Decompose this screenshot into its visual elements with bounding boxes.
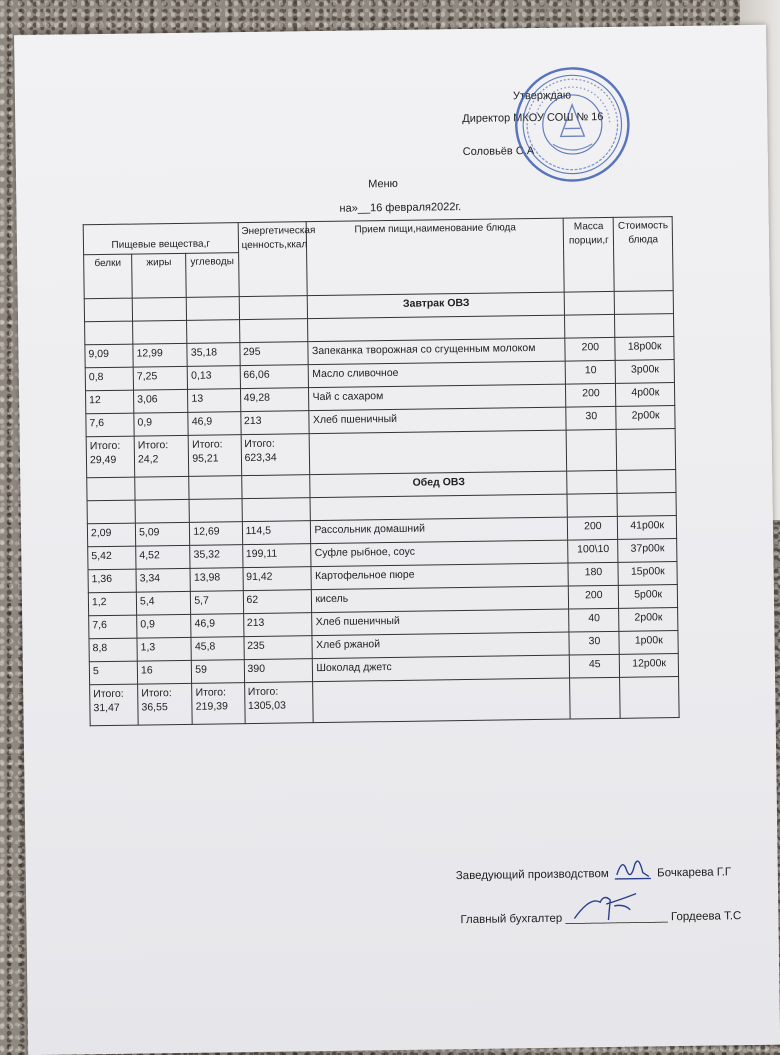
mass-cell: 40 (569, 608, 619, 632)
fat-cell: 4,52 (136, 545, 191, 569)
total-carb: Итого: 219,39 (192, 683, 245, 725)
mass-cell: 200 (569, 585, 619, 609)
total-protein: Итого: 29,49 (86, 436, 135, 478)
breakfast-title: Завтрак ОВЗ (308, 292, 565, 319)
energy-cell: 62 (243, 590, 312, 614)
fat-cell: 5,09 (135, 522, 190, 546)
cost-cell: 15р00к (618, 562, 677, 586)
mass-cell: 10 (565, 360, 615, 384)
carb-cell: 46,9 (188, 412, 241, 436)
cost-cell: 37р00к (618, 539, 677, 563)
menu-table (83, 216, 680, 726)
total-carb: Итого: 95,21 (188, 435, 241, 477)
fat-cell: 7,25 (133, 366, 188, 390)
mass-cell: 200 (568, 516, 618, 540)
mass-cell: 200 (565, 337, 615, 361)
handwritten-signature (570, 890, 640, 925)
mass-cell: 30 (569, 631, 619, 655)
fat-cell: 1,3 (137, 637, 192, 661)
protein-cell: 7,6 (89, 615, 137, 639)
carb-header: углеводы (186, 253, 239, 298)
cost-cell: 12р00к (620, 654, 679, 678)
carb-cell: 13 (188, 389, 241, 413)
total-energy: Итого: 1305,03 (244, 682, 313, 724)
energy-cell: 66,06 (240, 365, 309, 389)
protein-cell: 5,42 (88, 546, 136, 570)
chief-accountant-signature-line (460, 910, 741, 926)
dish-header: Прием пищи,наименование блюда (307, 218, 565, 296)
cost-cell: 41р00к (618, 516, 677, 540)
protein-cell: 12 (86, 390, 134, 414)
carb-cell: 5,7 (191, 591, 244, 615)
dish-name-cell: Чай с сахаром (309, 384, 566, 411)
fat-cell: 12,99 (133, 343, 188, 367)
fat-cell: 0,9 (137, 614, 192, 638)
carb-cell: 35,32 (190, 545, 243, 569)
cost-cell: 3р00к (616, 360, 675, 384)
carb-cell: 59 (192, 660, 245, 684)
menu-date: на»__16 февраля2022г. (339, 201, 462, 215)
energy-cell: 114,5 (242, 521, 311, 545)
dish-name-cell: Картофельное пюре (311, 563, 568, 590)
protein-header: белки (84, 254, 133, 299)
carb-cell: 0,13 (188, 366, 241, 390)
table-header-row (83, 217, 672, 255)
dish-name-cell: кисель (312, 586, 569, 613)
fat-cell: 5,4 (136, 591, 191, 615)
approve-label: Утверждаю (512, 89, 572, 103)
carb-cell: 12,69 (190, 522, 243, 546)
round-seal-stamp (513, 65, 633, 185)
protein-cell: 8,8 (89, 638, 137, 662)
cost-cell: 2р00к (619, 608, 678, 632)
mass-cell: 45 (570, 654, 620, 678)
cost-cell: 5р00к (619, 585, 678, 609)
energy-cell: 213 (243, 613, 312, 637)
menu-title: Меню (368, 177, 398, 191)
dish-name-cell: Рассольник домашний (311, 517, 568, 544)
total-fat: Итого: 36,55 (138, 683, 193, 725)
lunch-title: Обед ОВЗ (310, 471, 567, 498)
carb-cell: 45,8 (191, 637, 244, 661)
energy-cell: 235 (244, 636, 313, 660)
cost-cell: 2р00к (616, 406, 675, 430)
dish-name-cell: Шоколад джетс (313, 655, 570, 682)
total-fat: Итого: 24,2 (134, 435, 189, 477)
director-name: Соловьёв С.А (462, 145, 535, 158)
energy-cell: 49,28 (240, 388, 309, 412)
cost-cell: 4р00к (616, 383, 675, 407)
fat-header: жиры (132, 253, 187, 298)
total-protein: Итого: 31,47 (90, 684, 139, 726)
dish-name-cell: Масло сливочное (309, 361, 566, 388)
protein-cell: 1,2 (88, 592, 136, 616)
mass-cell: 200 (566, 383, 616, 407)
energy-cell: 295 (239, 342, 308, 366)
dish-name-cell: Хлеб пшеничный (309, 407, 566, 434)
protein-cell: 0,8 (85, 367, 133, 391)
dish-name-cell: Суфле рыбное, соус (311, 540, 568, 567)
carb-cell: 46,9 (191, 614, 244, 638)
dish-name-cell: Хлеб пшеничный (312, 609, 569, 636)
production-manager-name: Бочкарева Г.Г (657, 866, 732, 880)
carb-cell: 13,98 (190, 568, 243, 592)
production-manager-label: Заведующий производством (455, 868, 609, 883)
cost-cell: 1р00к (619, 631, 678, 655)
mass-cell: 100\10 (568, 539, 618, 563)
carb-cell: 35,18 (187, 343, 240, 367)
mass-cell: 180 (568, 562, 618, 586)
protein-cell: 7,6 (86, 413, 134, 437)
cost-header: Стоимость блюда (614, 217, 674, 292)
cost-cell: 18р00к (615, 337, 674, 361)
protein-cell: 9,09 (85, 344, 133, 368)
fat-cell: 3,06 (134, 389, 189, 413)
chief-accountant-name: Гордеева Т.С (670, 910, 742, 924)
dish-name-cell: Хлеб ржаной (312, 632, 569, 659)
director-line: Директор МКОУ СОШ № 16 (462, 111, 604, 125)
nutrients-header: Пищевые вещества,г (83, 223, 238, 255)
energy-cell: 199,11 (242, 544, 311, 568)
handwritten-signature (613, 854, 653, 885)
lunch-total-row (90, 677, 680, 726)
mass-header: Масса порции,г (563, 217, 614, 292)
energy-cell: 390 (244, 659, 313, 683)
mass-cell: 30 (566, 406, 616, 430)
energy-header: Энергетическая ценность,ккал (238, 222, 308, 297)
document-sheet (14, 25, 780, 1055)
dish-name-cell: Запеканка творожная со сгущенным молоком (308, 338, 565, 365)
protein-cell: 5 (89, 661, 137, 685)
fat-cell: 0,9 (134, 412, 189, 436)
energy-cell: 213 (240, 411, 309, 435)
protein-cell: 1,36 (88, 569, 136, 593)
protein-cell: 2,09 (87, 523, 135, 547)
total-energy: Итого: 623,34 (241, 434, 310, 476)
chief-accountant-label: Главный бухгалтер ________________ (460, 911, 668, 927)
production-manager-signature-line (455, 845, 731, 882)
fat-cell: 3,34 (136, 568, 191, 592)
fat-cell: 16 (137, 660, 192, 684)
energy-cell: 91,42 (243, 567, 312, 591)
